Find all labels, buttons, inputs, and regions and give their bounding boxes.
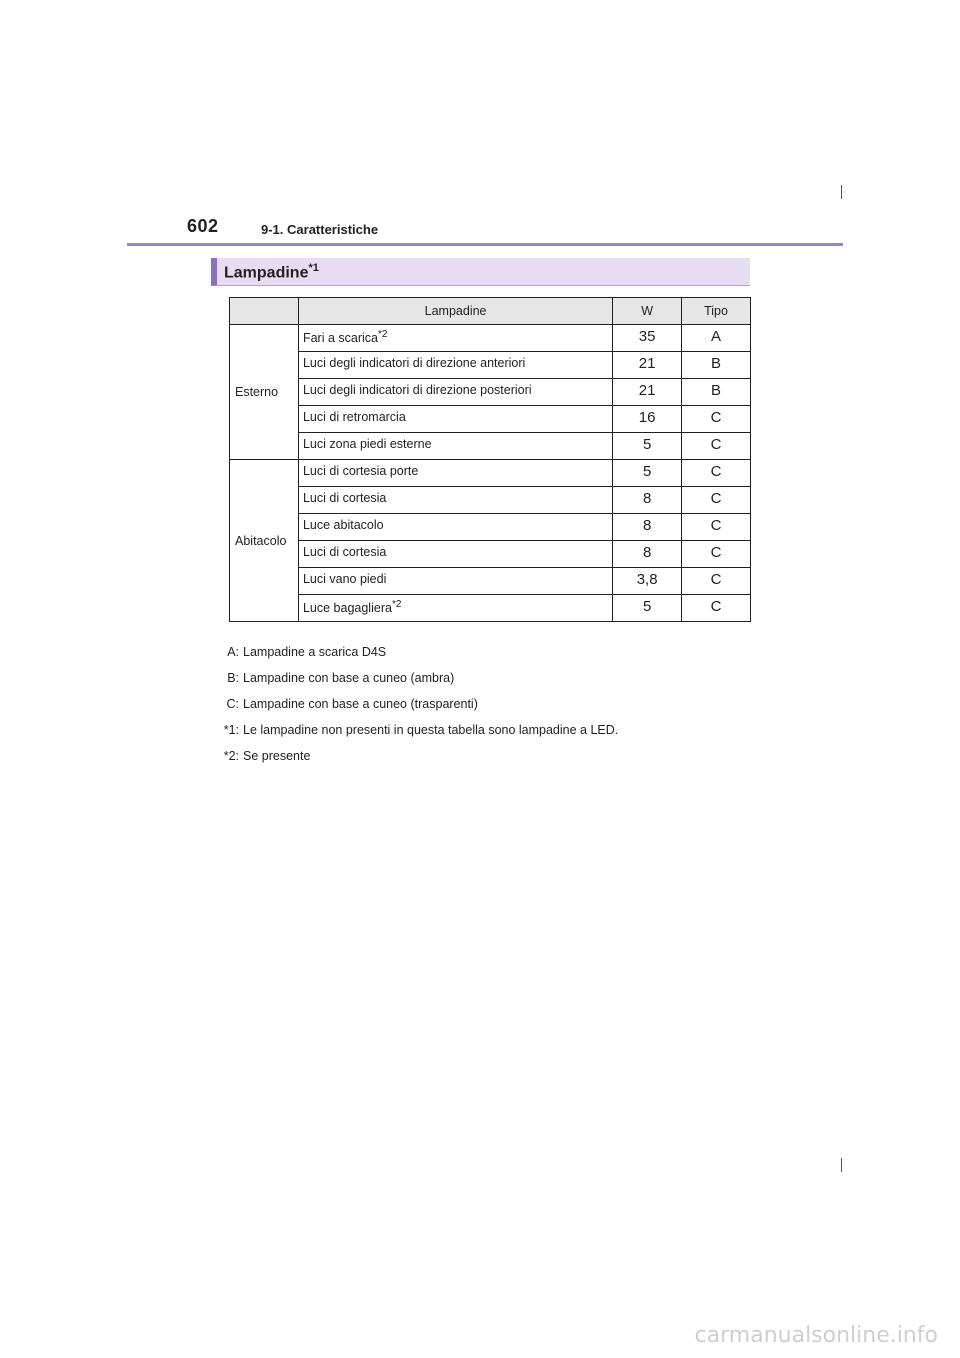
bulb-name-cell [298, 433, 612, 460]
watt-cell: 8 [613, 487, 682, 514]
type-cell: B [682, 352, 751, 379]
bulb-name: Luci di cortesia [302, 545, 387, 559]
note-text: Se presente [243, 749, 311, 763]
table-row [230, 379, 751, 406]
note-key: B: [227, 671, 239, 685]
watt-cell: 5 [613, 460, 682, 487]
section-heading [211, 258, 750, 286]
watt-cell: 21 [613, 379, 682, 406]
type-cell: A [682, 325, 751, 352]
watt-cell: 8 [613, 541, 682, 568]
bulb-name: Luci di retromarcia [302, 410, 406, 424]
table-row [230, 541, 751, 568]
section-title: Lampadine [224, 264, 309, 282]
chapter-title: 9-1. Caratteristiche [261, 222, 379, 237]
bulb-name: Fari a scarica [302, 331, 378, 346]
bulb-name: Luci zona piedi esterne [302, 437, 432, 451]
column-header-watt: W [613, 298, 682, 325]
type-cell: C [682, 568, 751, 595]
type-cell: C [682, 487, 751, 514]
table-row [230, 460, 751, 487]
bulb-name: Luce bagagliera [302, 601, 392, 616]
table-body [230, 325, 751, 622]
type-cell: C [682, 406, 751, 433]
section-title-mark: *1 [308, 262, 319, 274]
note-text: Lampadine a scarica D4S [243, 645, 387, 659]
header-empty-cell [230, 298, 299, 325]
bulbs-table [229, 297, 751, 622]
watt-cell: 3,8 [613, 568, 682, 595]
watt-cell: 16 [613, 406, 682, 433]
header-rule [127, 243, 843, 246]
table-row [230, 325, 751, 352]
bulb-name-cell [298, 541, 612, 568]
column-header-tipo: Tipo [682, 298, 751, 325]
column-header-lampadine: Lampadine [298, 298, 612, 325]
footnote-mark: *2 [378, 329, 388, 340]
table-row [230, 352, 751, 379]
bulb-name-cell [298, 352, 612, 379]
note-key: *1: [223, 723, 239, 737]
group-cell: Abitacolo [230, 460, 299, 622]
note-text: Lampadine con base a cuneo (trasparenti) [243, 697, 478, 711]
bulb-name: Luci degli indicatori di direzione anteriori [302, 356, 526, 370]
bulb-name-cell [298, 460, 612, 487]
table-header-row [230, 298, 751, 325]
table-row [230, 406, 751, 433]
page-number: 602 [187, 216, 219, 236]
bulb-name: Luci di cortesia [302, 491, 387, 505]
type-cell: C [682, 541, 751, 568]
crop-mark-top [841, 185, 843, 199]
type-cell: C [682, 433, 751, 460]
watt-cell: 5 [613, 595, 682, 622]
note-key: *2: [223, 749, 239, 763]
type-cell: C [682, 595, 751, 622]
bulb-name-cell [298, 595, 612, 622]
bulb-name-cell [298, 325, 612, 352]
table-row [230, 433, 751, 460]
table-row [230, 487, 751, 514]
note-text: Le lampadine non presenti in questa tabella sono lampadine a LED. [243, 723, 619, 737]
table-row [230, 514, 751, 541]
type-cell: C [682, 514, 751, 541]
note-text: Lampadine con base a cuneo (ambra) [243, 671, 455, 685]
watt-cell: 5 [613, 433, 682, 460]
bulb-name-cell [298, 568, 612, 595]
bulb-name: Luci degli indicatori di direzione posteriori [302, 383, 532, 397]
bulb-name-cell [298, 406, 612, 433]
bulb-name: Luce abitacolo [302, 518, 384, 532]
note-key: C: [226, 697, 239, 711]
type-cell: B [682, 379, 751, 406]
bulb-name-cell [298, 379, 612, 406]
watermark: carmanualsonline.info [694, 1323, 938, 1348]
footnote-mark: *2 [391, 599, 402, 610]
table-row [230, 568, 751, 595]
type-cell: C [682, 460, 751, 487]
watt-cell: 8 [613, 514, 682, 541]
watt-cell: 35 [613, 325, 682, 352]
bulb-name-cell [298, 514, 612, 541]
table-row [230, 595, 751, 622]
bulb-name-cell [298, 487, 612, 514]
crop-mark-bottom [841, 1158, 843, 1172]
bulb-name: Luci vano piedi [302, 572, 387, 586]
watt-cell: 21 [613, 352, 682, 379]
bulb-name: Luci di cortesia porte [302, 464, 419, 478]
group-cell: Esterno [230, 325, 299, 460]
note-key: A: [227, 645, 239, 659]
